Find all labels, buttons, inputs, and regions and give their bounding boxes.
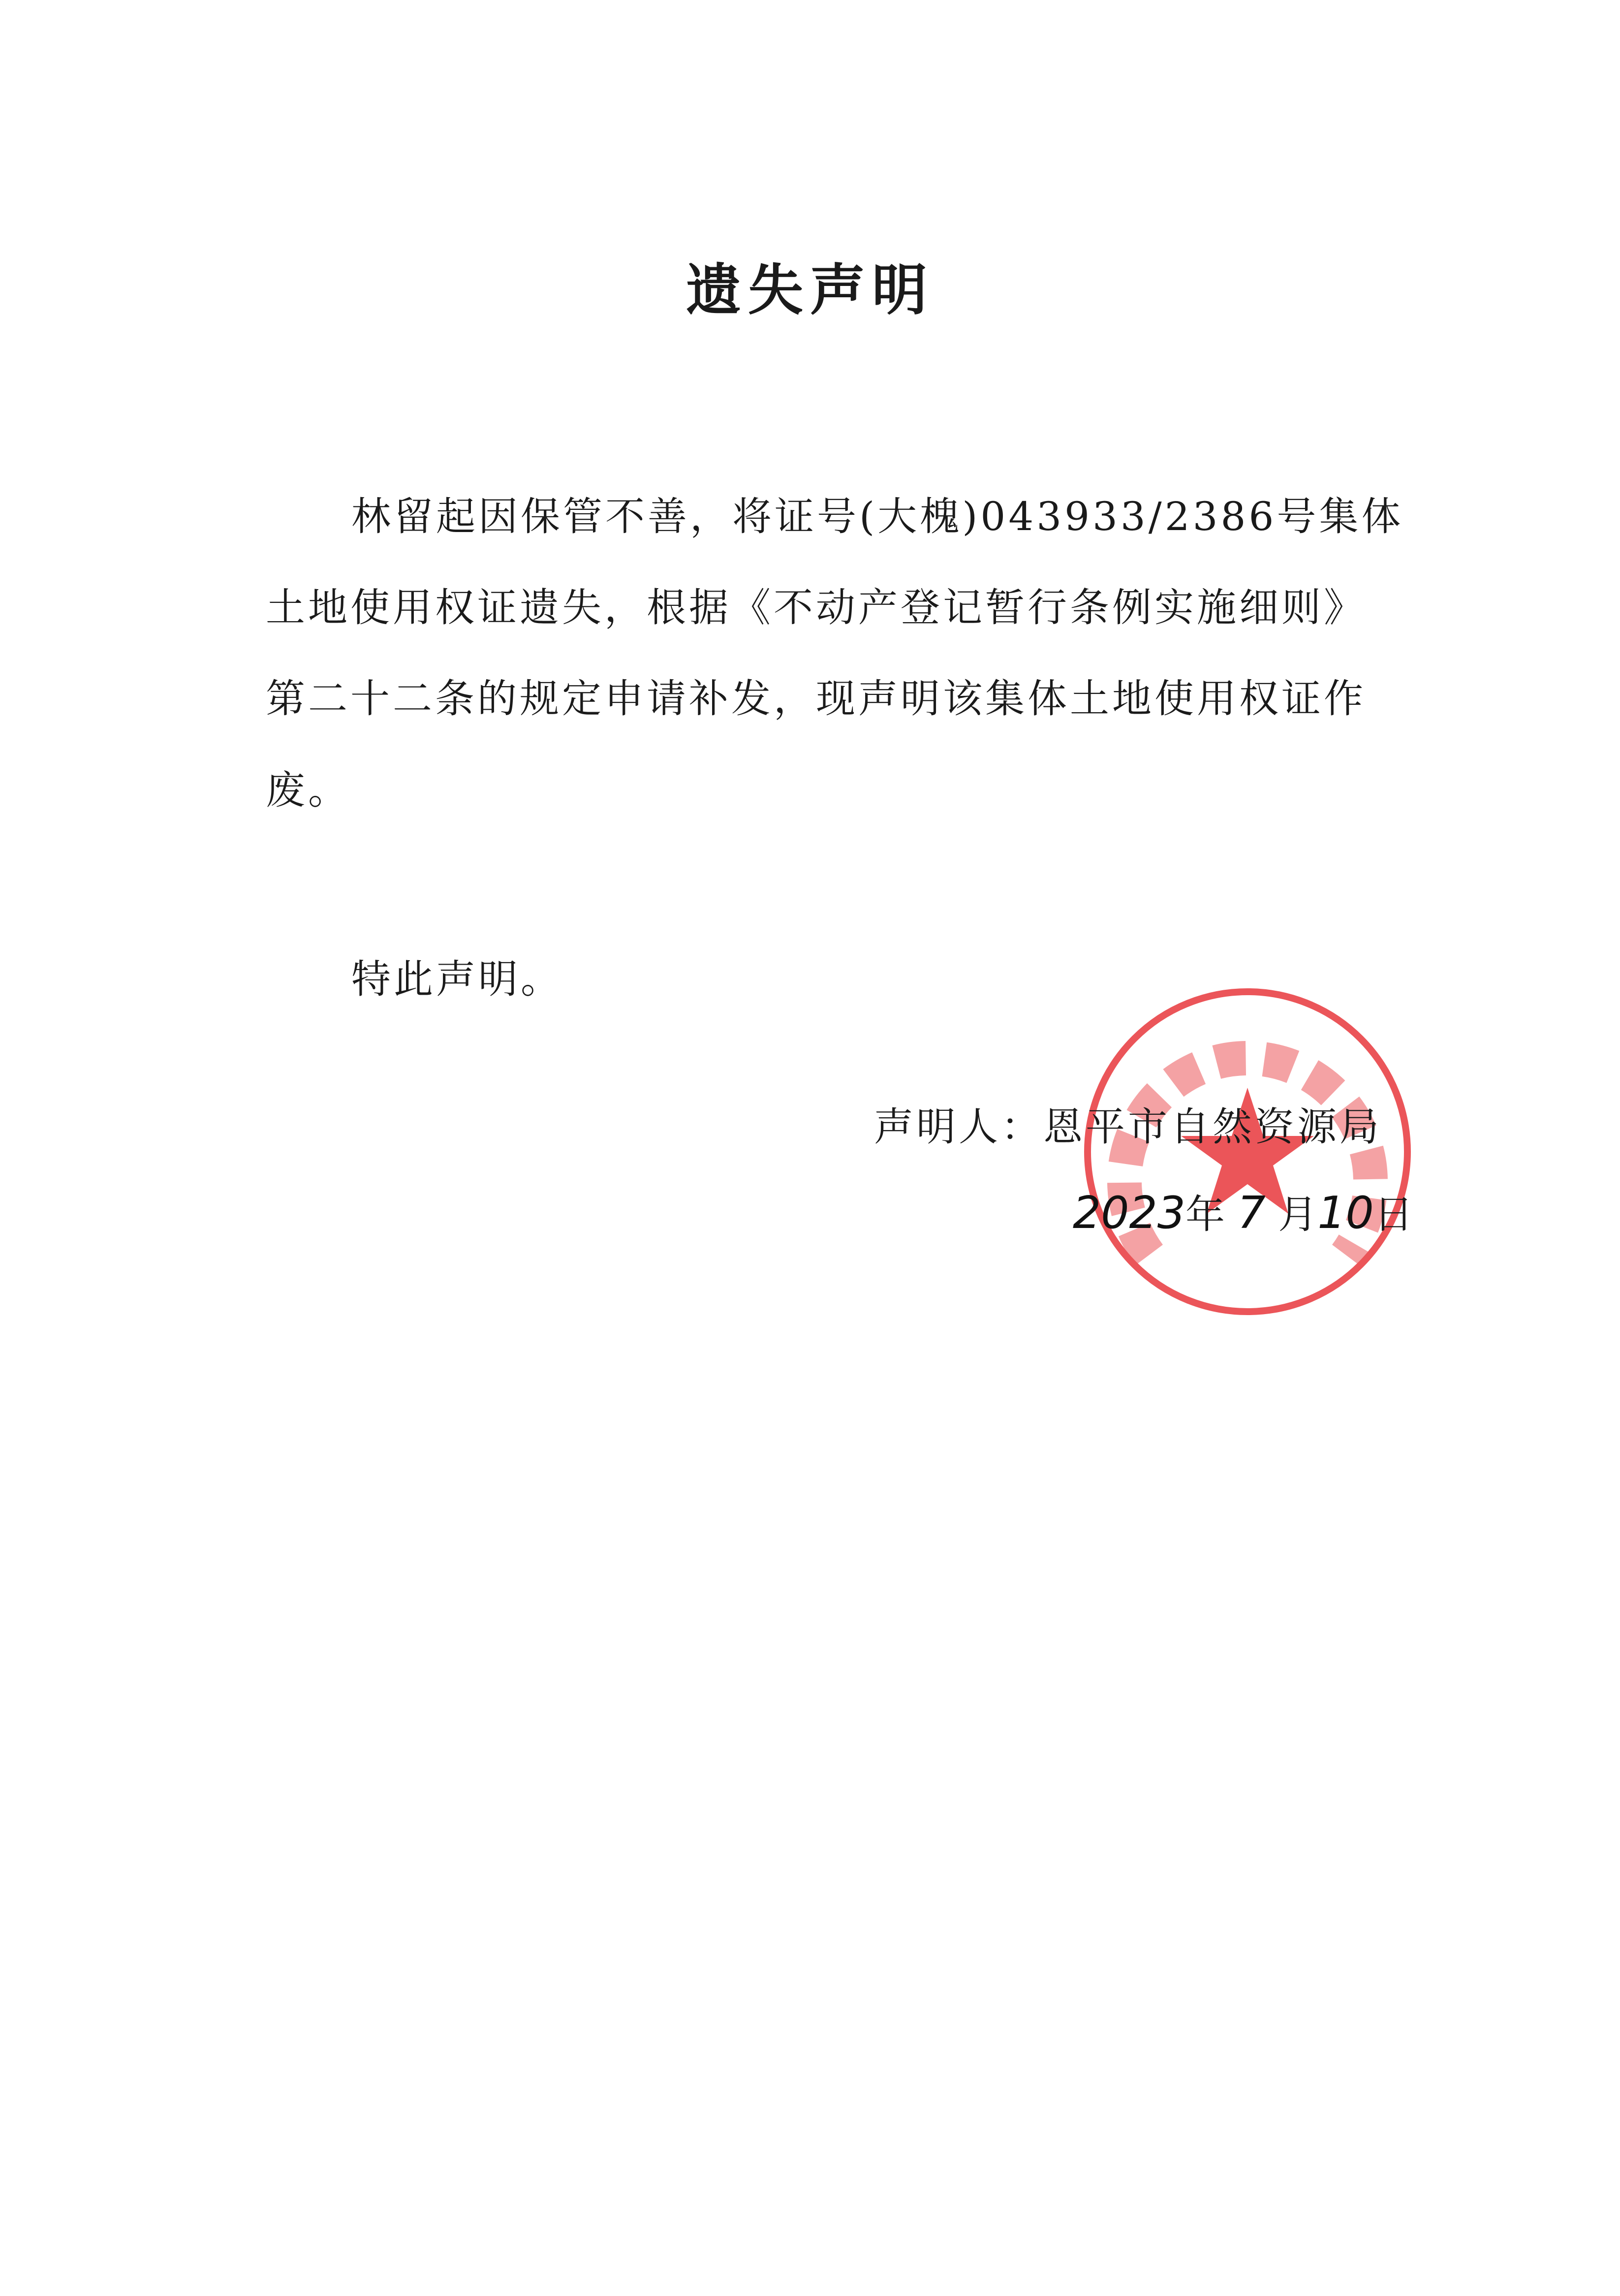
date-year-handwritten: 2023 (1073, 1187, 1186, 1239)
official-seal (1075, 979, 1420, 1324)
document-title: 遗失声明 (686, 258, 934, 322)
date-month-handwritten: 7 (1237, 1187, 1266, 1239)
declarant (874, 1104, 1382, 1150)
body-line-4: 废。 (266, 767, 350, 813)
date-day-unit: 日 (1373, 1192, 1413, 1237)
body-line-1: 林留起因保管不善，将证号(大槐)043933/2386号集体 (351, 494, 1404, 539)
date-year-unit: 年 (1185, 1192, 1225, 1237)
declarant-label: 声明人： (874, 1104, 1043, 1150)
declaration-date (1073, 1187, 1413, 1239)
declarant-name: 恩平市自然资源局 (1043, 1104, 1382, 1150)
closing-statement: 特此声明。 (351, 956, 563, 1002)
date-month-unit: 月 (1278, 1192, 1318, 1237)
body-line-2: 土地使用权证遗失，根据《不动产登记暂行条例实施细则》 (266, 585, 1366, 630)
body-line-3: 第二十二条的规定申请补发，现声明该集体土地使用权证作 (266, 676, 1366, 722)
date-day-handwritten: 10 (1317, 1187, 1374, 1239)
